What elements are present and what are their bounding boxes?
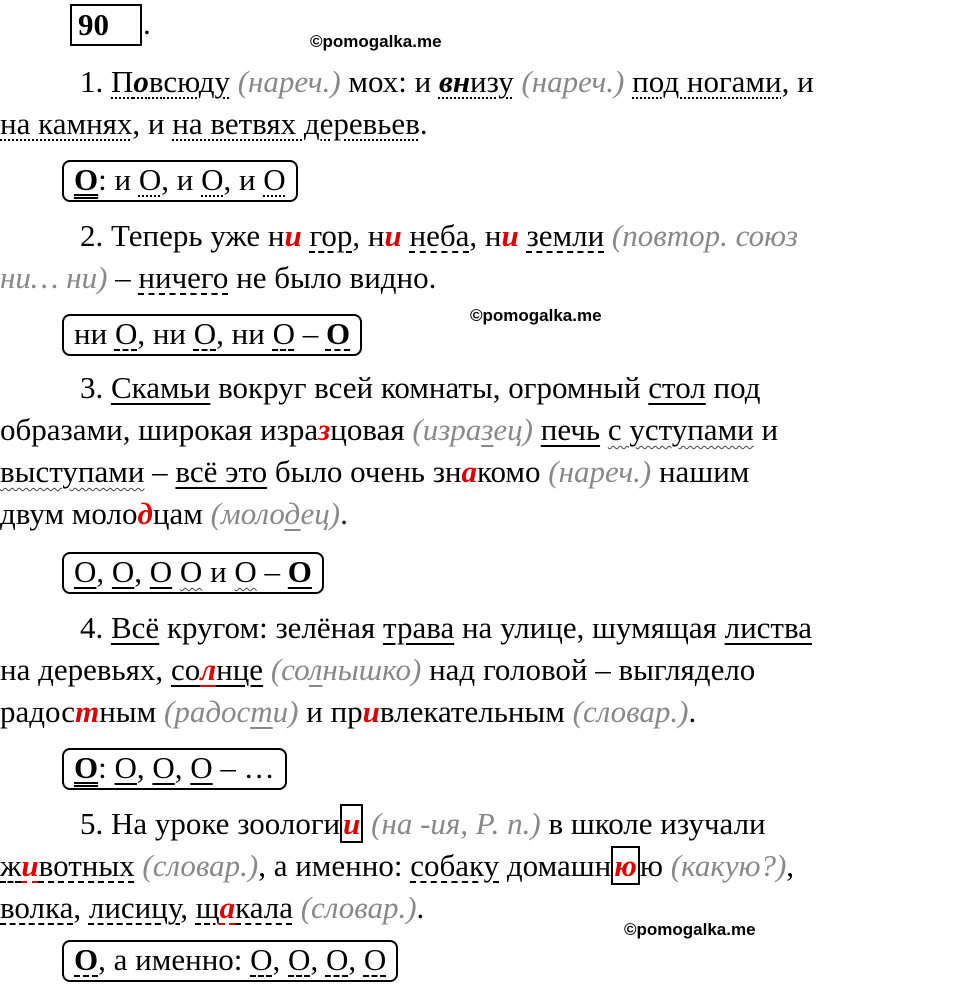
note: (на -ия, Р. п.) bbox=[371, 806, 541, 841]
exercise-number-dot: . bbox=[143, 6, 151, 41]
note: (нареч.) bbox=[548, 454, 652, 489]
sentence-5-line-2: животных (словар.), а именно: собаку домашнюю (какую?), bbox=[0, 848, 795, 883]
sentence-3-line-2: образами, широкая изразцовая (изразец) печь с уступами и bbox=[0, 412, 779, 447]
scheme-2: ни О, ни О, ни О – О bbox=[62, 314, 362, 356]
sentence-4-line-1: 4. Всё кругом: зелёная трава на улице, шумящая листва bbox=[80, 610, 812, 645]
scheme-3: О, О, О О и О – О bbox=[62, 552, 324, 594]
note: (какую?) bbox=[670, 848, 787, 883]
sentence-5-line-3: волка, лисицу, щакала (словар.). bbox=[0, 890, 425, 925]
sentence-1-line-1: 1. Повсюду (нареч.) мох: и внизу (нареч.) под ногами, и bbox=[80, 64, 814, 99]
sentence-2-line-1: 2. Теперь уже ни гор, ни неба, ни земли (повтор. союз bbox=[80, 218, 799, 253]
note: (словар.) bbox=[142, 848, 259, 883]
scheme-4: О: О, О, О – … bbox=[62, 748, 287, 790]
sentence-3-line-4: двум молодцам (молодец). bbox=[0, 496, 348, 531]
sentence-5-line-1: 5. На уроке зоологии (на -ия, Р. п.) в школе изучали bbox=[80, 806, 766, 841]
exercise-number: 90 bbox=[70, 4, 142, 46]
note: (словар.) bbox=[572, 694, 689, 729]
note: (со bbox=[270, 652, 309, 687]
sentence-1-line-2: на камнях, и на ветвях деревьев. bbox=[0, 106, 428, 141]
note: (радос bbox=[164, 694, 251, 729]
watermark: ©pomogalka.me bbox=[310, 32, 442, 51]
watermark: ©pomogalka.me bbox=[624, 920, 756, 939]
note: (словар.) bbox=[300, 890, 417, 925]
watermark: ©pomogalka.me bbox=[470, 306, 602, 325]
scheme-1: О: и О, и О, и О bbox=[62, 160, 298, 202]
sentence-2-line-2: ни… ни) – ничего не было видно. bbox=[0, 260, 437, 295]
note: ни… ни) bbox=[0, 260, 108, 295]
note: (нареч.) bbox=[237, 64, 341, 99]
scheme-5: О, а именно: О, О, О, О bbox=[62, 940, 398, 982]
sentence-4-line-2: на деревьях, солнце (солнышко) над головой – выглядело bbox=[0, 652, 756, 687]
note: (нареч.) bbox=[521, 64, 625, 99]
sentence-3-line-3: выступами – всё это было очень знакомо (нареч.) нашим bbox=[0, 454, 750, 489]
sentence-4-line-3: радостным (радости) и привлекательным (словар.). bbox=[0, 694, 697, 729]
note: (повтор. союз bbox=[611, 218, 799, 253]
sentence-3-line-1: 3. Скамьи вокруг всей комнаты, огромный стол под bbox=[80, 370, 761, 405]
note: (моло bbox=[210, 496, 285, 531]
note: (изра bbox=[412, 412, 482, 447]
